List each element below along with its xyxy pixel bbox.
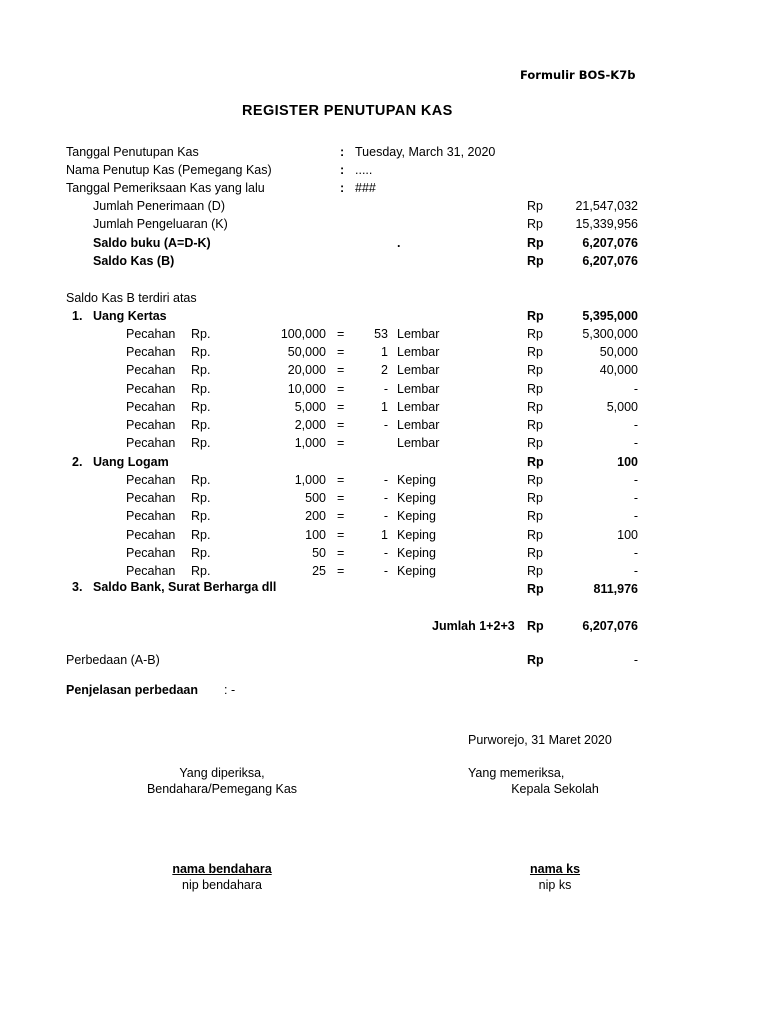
place-date: Purworejo, 31 Maret 2020 bbox=[468, 733, 612, 747]
right-signer-line1: Yang memeriksa, bbox=[468, 766, 565, 780]
unit: Keping bbox=[397, 545, 436, 560]
summary-amount: 21,547,032 bbox=[575, 199, 638, 213]
summary-label: Jumlah Penerimaan (D) bbox=[93, 199, 225, 213]
denomination-value: 500 bbox=[305, 491, 326, 506]
header-field-value: ..... bbox=[355, 163, 373, 177]
denomination-label: Pecahan bbox=[126, 509, 176, 524]
summary-label: Jumlah Pengeluaran (K) bbox=[93, 217, 228, 231]
unit: Lembar bbox=[397, 363, 440, 378]
row-amount: 40,000 bbox=[599, 363, 638, 378]
section1-number: 1. bbox=[72, 309, 83, 323]
row-amount: - bbox=[633, 436, 638, 451]
denomination-rp: Rp. bbox=[191, 327, 211, 341]
row-currency: Rp bbox=[527, 327, 543, 341]
row-amount: 5,000 bbox=[606, 399, 638, 414]
denomination-label: Pecahan bbox=[126, 436, 176, 451]
unit: Keping bbox=[397, 473, 436, 487]
row-amount: - bbox=[633, 564, 638, 578]
section2-total: 100 bbox=[617, 455, 638, 469]
grand-total-currency: Rp bbox=[527, 619, 544, 633]
denomination-label: Pecahan bbox=[126, 327, 176, 341]
denomination-value: 100 bbox=[305, 527, 326, 542]
left-signer-nip: nip bendahara bbox=[182, 878, 262, 892]
section3-total: 811,976 bbox=[593, 582, 638, 596]
section1-currency: Rp bbox=[527, 309, 544, 323]
denomination-value: 50,000 bbox=[287, 345, 326, 360]
unit: Lembar bbox=[397, 418, 440, 432]
row-amount: 5,300,000 bbox=[582, 327, 638, 341]
row-currency: Rp bbox=[527, 436, 543, 451]
denomination-label: Pecahan bbox=[126, 491, 176, 506]
denomination-value: 5,000 bbox=[294, 399, 326, 414]
denomination-value: 50 bbox=[312, 545, 326, 560]
equals-sign: = bbox=[337, 527, 345, 542]
quantity: - bbox=[383, 473, 388, 487]
denomination-label: Pecahan bbox=[126, 363, 176, 378]
row-amount: 50,000 bbox=[599, 345, 638, 360]
summary-currency: Rp bbox=[527, 199, 543, 213]
denomination-label: Pecahan bbox=[126, 345, 176, 360]
unit: Lembar bbox=[397, 436, 440, 451]
denomination-rp: Rp. bbox=[191, 545, 211, 560]
row-amount: - bbox=[633, 545, 638, 560]
unit: Lembar bbox=[397, 381, 440, 396]
left-signer-line1: Yang diperiksa, bbox=[179, 766, 265, 780]
composition-intro: Saldo Kas B terdiri atas bbox=[66, 291, 197, 305]
denomination-label: Pecahan bbox=[126, 381, 176, 396]
denomination-label: Pecahan bbox=[126, 473, 176, 487]
equals-sign: = bbox=[337, 381, 345, 396]
left-signer-line2: Bendahara/Pemegang Kas bbox=[146, 782, 298, 796]
row-currency: Rp bbox=[527, 564, 543, 578]
row-amount: - bbox=[633, 509, 638, 524]
row-amount: - bbox=[633, 418, 638, 432]
section2-number: 2. bbox=[72, 455, 83, 469]
row-currency: Rp bbox=[527, 545, 543, 560]
equals-sign: = bbox=[337, 491, 345, 506]
denomination-rp: Rp. bbox=[191, 436, 211, 451]
denomination-label: Pecahan bbox=[126, 545, 176, 560]
row-amount: - bbox=[633, 491, 638, 506]
denomination-label: Pecahan bbox=[126, 564, 176, 578]
grand-total-label: Jumlah 1+2+3 bbox=[432, 619, 515, 633]
unit: Keping bbox=[397, 491, 436, 506]
row-amount: - bbox=[633, 381, 638, 396]
page-title: REGISTER PENUTUPAN KAS bbox=[242, 103, 453, 119]
equals-sign: = bbox=[337, 545, 345, 560]
form-code: Formulir BOS-K7b bbox=[520, 68, 636, 82]
difference-amount: - bbox=[633, 653, 638, 667]
row-currency: Rp bbox=[527, 418, 543, 432]
row-currency: Rp bbox=[527, 491, 543, 506]
row-currency: Rp bbox=[527, 381, 543, 396]
right-signer-line2: Kepala Sekolah bbox=[511, 782, 599, 796]
quantity: - bbox=[383, 418, 388, 432]
denomination-value: 25 bbox=[312, 564, 326, 578]
denomination-rp: Rp. bbox=[191, 527, 211, 542]
summary-amount: 6,207,076 bbox=[582, 236, 638, 250]
denomination-label: Pecahan bbox=[126, 399, 176, 414]
equals-sign: = bbox=[337, 399, 345, 414]
unit: Keping bbox=[397, 564, 436, 578]
quantity: 2 bbox=[381, 363, 388, 378]
unit: Lembar bbox=[397, 327, 440, 341]
summary-dot: . bbox=[397, 236, 401, 250]
quantity: - bbox=[383, 509, 388, 524]
quantity: - bbox=[383, 564, 388, 578]
denomination-label: Pecahan bbox=[126, 527, 176, 542]
denomination-value: 1,000 bbox=[294, 473, 326, 487]
quantity: - bbox=[383, 545, 388, 560]
left-signer-name: nama bendahara bbox=[172, 862, 272, 876]
denomination-rp: Rp. bbox=[191, 418, 211, 432]
row-currency: Rp bbox=[527, 527, 543, 542]
unit: Keping bbox=[397, 509, 436, 524]
equals-sign: = bbox=[337, 509, 345, 524]
equals-sign: = bbox=[337, 473, 345, 487]
quantity: 1 bbox=[381, 399, 388, 414]
header-field-separator: : bbox=[340, 163, 345, 177]
denomination-value: 2,000 bbox=[294, 418, 326, 432]
equals-sign: = bbox=[337, 436, 345, 451]
denomination-rp: Rp. bbox=[191, 473, 211, 487]
summary-label: Saldo buku (A=D-K) bbox=[93, 236, 211, 250]
section2-currency: Rp bbox=[527, 455, 544, 469]
row-currency: Rp bbox=[527, 509, 543, 524]
explanation-label: Penjelasan perbedaan bbox=[66, 683, 199, 697]
equals-sign: = bbox=[337, 363, 345, 378]
denomination-rp: Rp. bbox=[191, 491, 211, 506]
denomination-value: 1,000 bbox=[294, 436, 326, 451]
row-currency: Rp bbox=[527, 363, 543, 378]
difference-currency: Rp bbox=[527, 653, 544, 667]
quantity: - bbox=[383, 381, 388, 396]
difference-label: Perbedaan (A-B) bbox=[66, 653, 160, 667]
header-field-separator: : bbox=[340, 145, 345, 159]
header-field-separator: : bbox=[340, 181, 345, 195]
section1-total: 5,395,000 bbox=[582, 309, 638, 323]
right-signer-nip: nip ks bbox=[538, 878, 572, 892]
section1-title: Uang Kertas bbox=[93, 309, 167, 323]
header-field-value: ### bbox=[355, 181, 376, 195]
grand-total-amount: 6,207,076 bbox=[582, 619, 638, 633]
right-signer-name: nama ks bbox=[529, 862, 581, 876]
summary-currency: Rp bbox=[527, 236, 544, 250]
equals-sign: = bbox=[337, 327, 345, 341]
row-amount: 100 bbox=[617, 527, 638, 542]
equals-sign: = bbox=[337, 345, 345, 360]
summary-amount: 6,207,076 bbox=[582, 254, 638, 268]
denomination-rp: Rp. bbox=[191, 564, 211, 578]
denomination-value: 200 bbox=[305, 509, 326, 524]
denomination-label: Pecahan bbox=[126, 418, 176, 432]
unit: Keping bbox=[397, 527, 436, 542]
quantity: 1 bbox=[381, 527, 388, 542]
denomination-rp: Rp. bbox=[191, 363, 211, 378]
header-field-label: Tanggal Penutupan Kas bbox=[66, 145, 199, 159]
header-field-label: Nama Penutup Kas (Pemegang Kas) bbox=[66, 163, 272, 177]
explanation-value: : - bbox=[224, 683, 236, 697]
denomination-rp: Rp. bbox=[191, 381, 211, 396]
unit: Lembar bbox=[397, 399, 440, 414]
unit: Lembar bbox=[397, 345, 440, 360]
summary-currency: Rp bbox=[527, 217, 543, 231]
header-field-label: Tanggal Pemeriksaan Kas yang lalu bbox=[66, 181, 265, 195]
row-currency: Rp bbox=[527, 345, 543, 360]
summary-currency: Rp bbox=[527, 254, 544, 268]
equals-sign: = bbox=[337, 418, 345, 432]
denomination-rp: Rp. bbox=[191, 399, 211, 414]
row-currency: Rp bbox=[527, 473, 543, 487]
quantity: - bbox=[383, 491, 388, 506]
summary-amount: 15,339,956 bbox=[575, 217, 638, 231]
quantity: 53 bbox=[374, 327, 388, 341]
denomination-value: 100,000 bbox=[280, 327, 326, 341]
denomination-rp: Rp. bbox=[191, 345, 211, 360]
row-currency: Rp bbox=[527, 399, 543, 414]
denomination-value: 10,000 bbox=[287, 381, 326, 396]
denomination-rp: Rp. bbox=[191, 509, 211, 524]
equals-sign: = bbox=[337, 564, 345, 578]
section2-title: Uang Logam bbox=[93, 455, 169, 469]
row-amount: - bbox=[633, 473, 638, 487]
section3-title: Saldo Bank, Surat Berharga dll bbox=[93, 580, 277, 594]
quantity: 1 bbox=[381, 345, 388, 360]
summary-label: Saldo Kas (B) bbox=[93, 254, 175, 268]
denomination-value: 20,000 bbox=[287, 363, 326, 378]
section3-currency: Rp bbox=[527, 582, 544, 596]
header-field-value: Tuesday, March 31, 2020 bbox=[355, 145, 496, 159]
section3-number: 3. bbox=[72, 580, 83, 594]
